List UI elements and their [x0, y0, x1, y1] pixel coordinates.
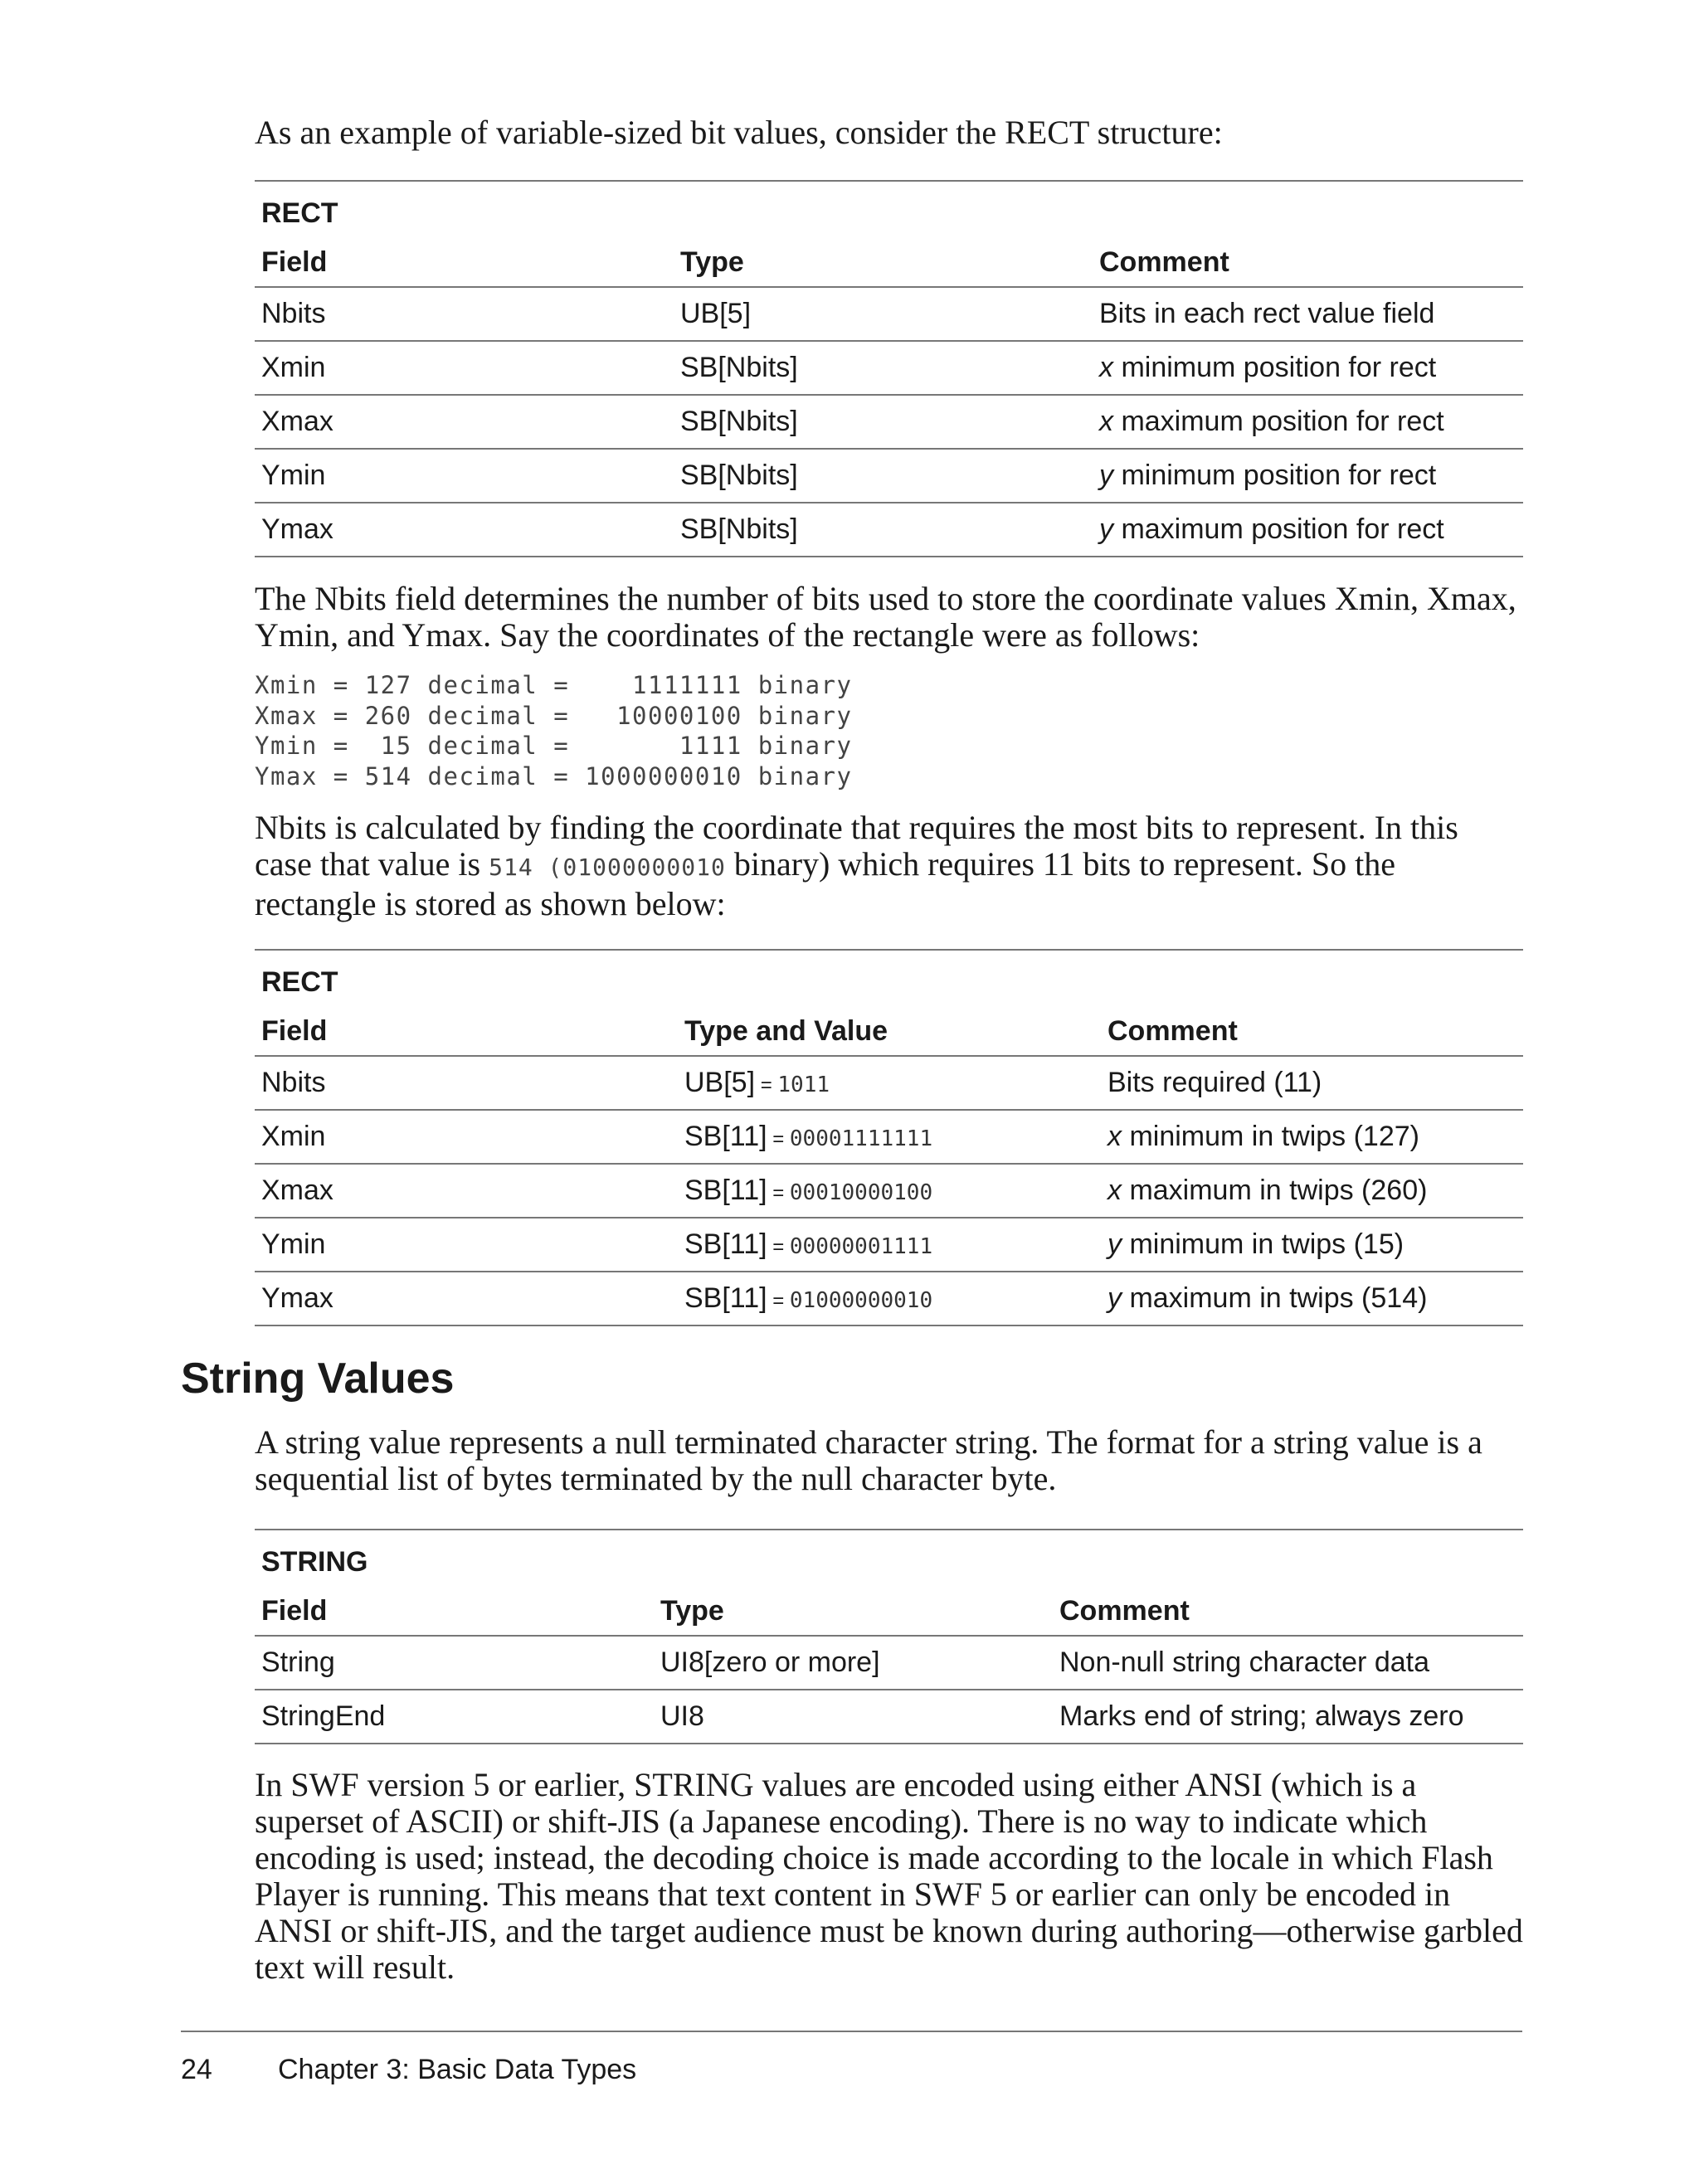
type-value-cell: SB[11] = 00001111111 — [678, 1110, 1101, 1164]
field-cell: Ymin — [255, 1218, 678, 1272]
calc-paragraph: Nbits is calculated by finding the coordinate that requires the most bits to represent. In this case that value is 514 (01000000010 binary) which requires 11 bits to represent. So the rectangle is stored as shown below: — [255, 809, 1458, 922]
footer-divider — [181, 2031, 1522, 2032]
string-paragraph: A string value represents a null terminated character string. The format for a string value is a sequential list of bytes terminated by the null character byte. — [255, 1423, 1482, 1497]
nbits-paragraph-block — [255, 581, 1523, 654]
table-row — [255, 1218, 1523, 1272]
column-header: Comment — [1093, 238, 1523, 287]
type-cell: SB[Nbits] — [674, 395, 1093, 449]
comment-cell: y minimum in twips (15) — [1101, 1218, 1523, 1272]
table-row — [255, 341, 1523, 395]
comment-cell: y minimum position for rect — [1093, 449, 1523, 503]
table-row — [255, 1690, 1523, 1744]
code-line: Xmin = 127 decimal = 1111111 binary — [255, 671, 853, 699]
column-header: Comment — [1053, 1587, 1523, 1636]
table-row — [255, 1272, 1523, 1325]
column-header: Comment — [1101, 1007, 1523, 1056]
type-cell: SB[Nbits] — [674, 503, 1093, 557]
field-cell: Xmax — [255, 1164, 678, 1218]
type-cell: UI8 — [654, 1690, 1053, 1744]
table-row — [255, 287, 1523, 341]
field-cell: Ymax — [255, 1272, 678, 1325]
type-cell: UB[5] — [674, 287, 1093, 341]
field-cell: Nbits — [255, 1056, 678, 1110]
string-table-block — [255, 1529, 1523, 1744]
field-cell: Xmax — [255, 395, 674, 449]
column-header: Type — [674, 238, 1093, 287]
comment-cell: y maximum position for rect — [1093, 503, 1523, 557]
comment-cell: y maximum in twips (514) — [1101, 1272, 1523, 1325]
field-cell: Ymin — [255, 449, 674, 503]
table-row — [255, 449, 1523, 503]
field-cell: StringEnd — [255, 1690, 654, 1744]
section-heading: String Values — [181, 1355, 455, 1403]
code-line: Ymin = 15 decimal = 1111 binary — [255, 732, 853, 760]
type-cell: UI8[zero or more] — [654, 1636, 1053, 1690]
comment-cell: x maximum position for rect — [1093, 395, 1523, 449]
field-cell: Xmin — [255, 1110, 678, 1164]
type-value-cell: UB[5] = 1011 — [678, 1056, 1101, 1110]
field-cell: Xmin — [255, 341, 674, 395]
inline-code: 514 (01000000010 — [489, 854, 726, 881]
comment-cell: Marks end of string; always zero — [1053, 1690, 1523, 1744]
type-value-cell: SB[11] = 01000000010 — [678, 1272, 1101, 1325]
string-table — [255, 1529, 1523, 1744]
field-cell: Ymax — [255, 503, 674, 557]
field-cell: Nbits — [255, 287, 674, 341]
intro-paragraph: As an example of variable-sized bit values, consider the RECT structure: — [255, 114, 1223, 151]
type-value-cell: SB[11] = 00000001111 — [678, 1218, 1101, 1272]
swf-encoding-paragraph: In SWF version 5 or earlier, STRING values are encoded using either ANSI (which is a superset of ASCII) or shift-JIS (a Japanese encoding). There is no way to indicate which encoding is used; instead, the decoding choice is made according to the locale in which Flash Player is running. This means that text content in SWF 5 or earlier can only be encoded in ANSI or shift-JIS, and the target audience must be known during authoring—otherwise garbled text will result. — [255, 1766, 1523, 1986]
swf-paragraph-block — [255, 1767, 1523, 1986]
table-row — [255, 503, 1523, 557]
comment-cell: x maximum in twips (260) — [1101, 1164, 1523, 1218]
intro-paragraph-block — [255, 114, 1523, 151]
rect-value-table-block — [255, 949, 1523, 1326]
comment-cell: Bits in each rect value field — [1093, 287, 1523, 341]
table-row — [255, 1110, 1523, 1164]
table-row — [255, 1164, 1523, 1218]
type-value-cell: SB[11] = 00010000100 — [678, 1164, 1101, 1218]
calc-paragraph-block — [255, 810, 1523, 922]
comment-cell: Non-null string character data — [1053, 1636, 1523, 1690]
type-cell: SB[Nbits] — [674, 341, 1093, 395]
column-header: Field — [255, 238, 674, 287]
comment-cell: x minimum position for rect — [1093, 341, 1523, 395]
table-title: STRING — [255, 1530, 1523, 1587]
column-header: Type — [654, 1587, 1053, 1636]
table-title: RECT — [255, 950, 1523, 1007]
code-line: Ymax = 514 decimal = 1000000010 binary — [255, 761, 853, 790]
comment-cell: Bits required (11) — [1101, 1056, 1523, 1110]
section-heading-block — [181, 1354, 454, 1403]
rect-table — [255, 180, 1523, 557]
coordinate-code-listing — [255, 670, 1523, 791]
page-footer — [181, 2054, 637, 2086]
table-row — [255, 1056, 1523, 1110]
column-header: Type and Value — [678, 1007, 1101, 1056]
rect-value-table — [255, 949, 1523, 1326]
string-paragraph-block — [255, 1424, 1523, 1497]
chapter-title: Chapter 3: Basic Data Types — [278, 2054, 637, 2085]
code-line: Xmax = 260 decimal = 10000100 binary — [255, 701, 853, 730]
nbits-paragraph: The Nbits field determines the number of bits used to store the coordinate values Xmin, Xmax, Ymin, and Ymax. Say the coordinates of the rectangle were as follows: — [255, 580, 1516, 654]
column-header: Field — [255, 1007, 678, 1056]
code-block — [255, 670, 1523, 791]
rect-table-block — [255, 180, 1523, 557]
type-cell: SB[Nbits] — [674, 449, 1093, 503]
table-row — [255, 1636, 1523, 1690]
field-cell: String — [255, 1636, 654, 1690]
page-number: 24 — [181, 2054, 212, 2085]
table-row — [255, 395, 1523, 449]
comment-cell: x minimum in twips (127) — [1101, 1110, 1523, 1164]
column-header: Field — [255, 1587, 654, 1636]
table-title: RECT — [255, 181, 1523, 238]
